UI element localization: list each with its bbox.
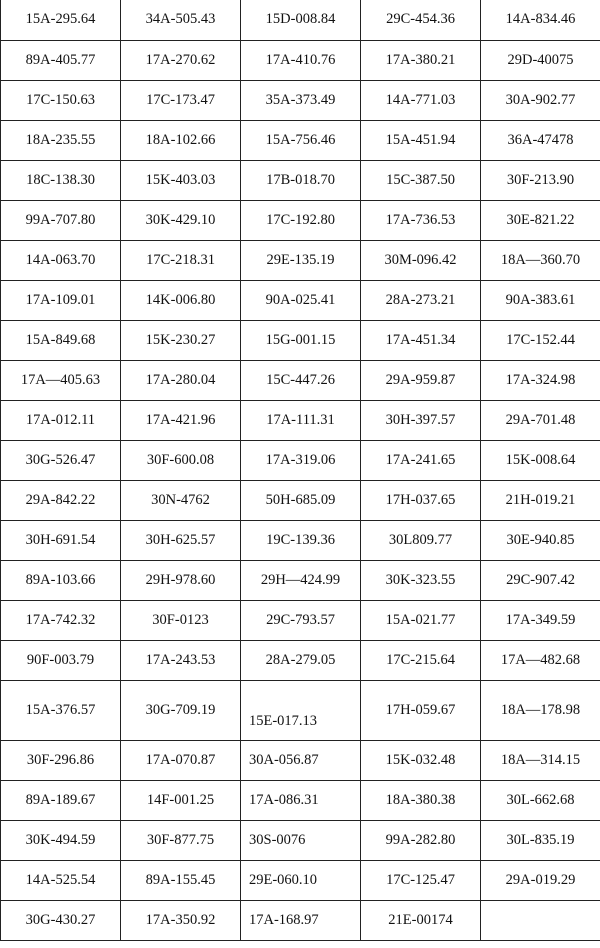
table-cell: 17A-070.87 [121, 740, 241, 780]
table-cell: 30F-877.75 [121, 820, 241, 860]
table-cell: 17C-218.31 [121, 240, 241, 280]
table-cell: 17A-421.96 [121, 400, 241, 440]
table-cell: 30F-600.08 [121, 440, 241, 480]
table-cell: 15A-849.68 [1, 320, 121, 360]
table-cell: 15K-008.64 [481, 440, 600, 480]
table-cell: 30E-821.22 [481, 200, 600, 240]
table-cell: 14A-834.46 [481, 0, 600, 40]
table-cell: 15A-295.64 [1, 0, 121, 40]
table-cell [481, 900, 600, 940]
table-cell: 29D-40075 [481, 40, 600, 80]
table-cell: 30L-662.68 [481, 780, 600, 820]
table-cell: 30F-0123 [121, 600, 241, 640]
table-cell: 89A-155.45 [121, 860, 241, 900]
table-cell: 17B-018.70 [241, 160, 361, 200]
table-cell: 15E-017.13 [241, 680, 361, 740]
table-cell: 17C-150.63 [1, 80, 121, 120]
table-row [1, 440, 600, 480]
table-cell: 17C-173.47 [121, 80, 241, 120]
table-cell: 21H-019.21 [481, 480, 600, 520]
table-cell: 17A-349.59 [481, 600, 600, 640]
table-cell: 14K-006.80 [121, 280, 241, 320]
table-row [1, 40, 600, 80]
table-cell: 29E-060.10 [241, 860, 361, 900]
table-row [1, 680, 600, 740]
table-row [1, 640, 600, 680]
table-row [1, 80, 600, 120]
table-cell: 18A-380.38 [361, 780, 481, 820]
table-cell: 89A-189.67 [1, 780, 121, 820]
table-cell: 15D-008.84 [241, 0, 361, 40]
table-cell: 29C-454.36 [361, 0, 481, 40]
table-cell: 30A-056.87 [241, 740, 361, 780]
table-cell: 35A-373.49 [241, 80, 361, 120]
table-cell: 19C-139.36 [241, 520, 361, 560]
table-cell: 30H-691.54 [1, 520, 121, 560]
table-cell: 30K-429.10 [121, 200, 241, 240]
table-cell: 14A-063.70 [1, 240, 121, 280]
table-cell: 30F-296.86 [1, 740, 121, 780]
table-cell: 17A-086.31 [241, 780, 361, 820]
table-cell: 89A-405.77 [1, 40, 121, 80]
table-cell: 17A-243.53 [121, 640, 241, 680]
table-cell: 30H-397.57 [361, 400, 481, 440]
table-cell: 17A-012.11 [1, 400, 121, 440]
table-cell: 30N-4762 [121, 480, 241, 520]
table-cell: 17A-270.62 [121, 40, 241, 80]
table-cell: 50H-685.09 [241, 480, 361, 520]
table-cell: 29H—424.99 [241, 560, 361, 600]
table-cell: 21E-00174 [361, 900, 481, 940]
table-cell: 15C-447.26 [241, 360, 361, 400]
table-body [1, 0, 600, 940]
table-cell: 90F-003.79 [1, 640, 121, 680]
table-row [1, 240, 600, 280]
table-row [1, 520, 600, 560]
table-row [1, 320, 600, 360]
table-cell: 15K-230.27 [121, 320, 241, 360]
table-cell: 18A—360.70 [481, 240, 600, 280]
table-cell: 30K-494.59 [1, 820, 121, 860]
table-cell: 29E-135.19 [241, 240, 361, 280]
table-cell: 17A-736.53 [361, 200, 481, 240]
table-cell: 29A-842.22 [1, 480, 121, 520]
table-cell: 36A-47478 [481, 120, 600, 160]
table-cell: 17A-380.21 [361, 40, 481, 80]
table-row [1, 360, 600, 400]
table-cell: 17C-125.47 [361, 860, 481, 900]
table-cell: 89A-103.66 [1, 560, 121, 600]
table-cell: 29A-701.48 [481, 400, 600, 440]
table-cell: 14A-771.03 [361, 80, 481, 120]
table-cell: 30G-430.27 [1, 900, 121, 940]
table-cell: 17C-215.64 [361, 640, 481, 680]
table-cell: 18A-102.66 [121, 120, 241, 160]
table-cell: 14F-001.25 [121, 780, 241, 820]
table-cell: 15K-032.48 [361, 740, 481, 780]
table-cell: 17C-152.44 [481, 320, 600, 360]
table-row [1, 480, 600, 520]
table-cell: 18A—314.15 [481, 740, 600, 780]
table-cell: 17A-451.34 [361, 320, 481, 360]
table-cell: 17A-350.92 [121, 900, 241, 940]
table-cell: 99A-707.80 [1, 200, 121, 240]
table-cell: 29C-793.57 [241, 600, 361, 640]
table-cell: 30F-213.90 [481, 160, 600, 200]
table-cell: 29A-019.29 [481, 860, 600, 900]
table-row [1, 600, 600, 640]
table-cell: 18A-235.55 [1, 120, 121, 160]
table-cell: 15A-756.46 [241, 120, 361, 160]
table-cell: 29C-907.42 [481, 560, 600, 600]
table-cell: 34A-505.43 [121, 0, 241, 40]
table-cell: 15A-451.94 [361, 120, 481, 160]
table-cell: 30L-835.19 [481, 820, 600, 860]
table-cell: 15G-001.15 [241, 320, 361, 360]
table-cell: 17H-059.67 [361, 680, 481, 740]
table-row [1, 740, 600, 780]
table-cell: 99A-282.80 [361, 820, 481, 860]
table-cell: 30G-526.47 [1, 440, 121, 480]
table-cell: 17A—482.68 [481, 640, 600, 680]
table-cell: 17A-410.76 [241, 40, 361, 80]
table-cell: 17A-109.01 [1, 280, 121, 320]
table-cell: 17A-168.97 [241, 900, 361, 940]
table-cell: 28A-279.05 [241, 640, 361, 680]
table-row [1, 160, 600, 200]
table-cell: 17A-241.65 [361, 440, 481, 480]
table-cell: 17A-319.06 [241, 440, 361, 480]
table-row [1, 860, 600, 900]
table-cell: 18C-138.30 [1, 160, 121, 200]
table-cell: 17H-037.65 [361, 480, 481, 520]
table-cell: 17A-324.98 [481, 360, 600, 400]
table-cell: 17C-192.80 [241, 200, 361, 240]
table-row [1, 780, 600, 820]
table-cell: 29A-959.87 [361, 360, 481, 400]
table-row [1, 120, 600, 160]
table-row [1, 200, 600, 240]
table-cell: 90A-383.61 [481, 280, 600, 320]
table-cell: 30M-096.42 [361, 240, 481, 280]
table-cell: 30G-709.19 [121, 680, 241, 740]
table-cell: 17A-111.31 [241, 400, 361, 440]
table-row [1, 280, 600, 320]
table-cell: 15K-403.03 [121, 160, 241, 200]
table-row [1, 400, 600, 440]
table-cell: 18A—178.98 [481, 680, 600, 740]
table-cell: 15C-387.50 [361, 160, 481, 200]
table-cell: 30A-902.77 [481, 80, 600, 120]
table-cell: 30S-0076 [241, 820, 361, 860]
table-row [1, 560, 600, 600]
table-cell: 90A-025.41 [241, 280, 361, 320]
table-cell: 17A—405.63 [1, 360, 121, 400]
table-cell: 14A-525.54 [1, 860, 121, 900]
table-cell: 30L809.77 [361, 520, 481, 560]
table-row [1, 820, 600, 860]
table-cell: 15A-376.57 [1, 680, 121, 740]
table-cell: 29H-978.60 [121, 560, 241, 600]
table-cell: 28A-273.21 [361, 280, 481, 320]
table-cell: 15A-021.77 [361, 600, 481, 640]
table-cell: 17A-280.04 [121, 360, 241, 400]
table-cell: 17A-742.32 [1, 600, 121, 640]
table-row [1, 900, 600, 940]
table-row [1, 0, 600, 40]
table-cell: 30E-940.85 [481, 520, 600, 560]
table-cell: 30K-323.55 [361, 560, 481, 600]
table-cell: 30H-625.57 [121, 520, 241, 560]
